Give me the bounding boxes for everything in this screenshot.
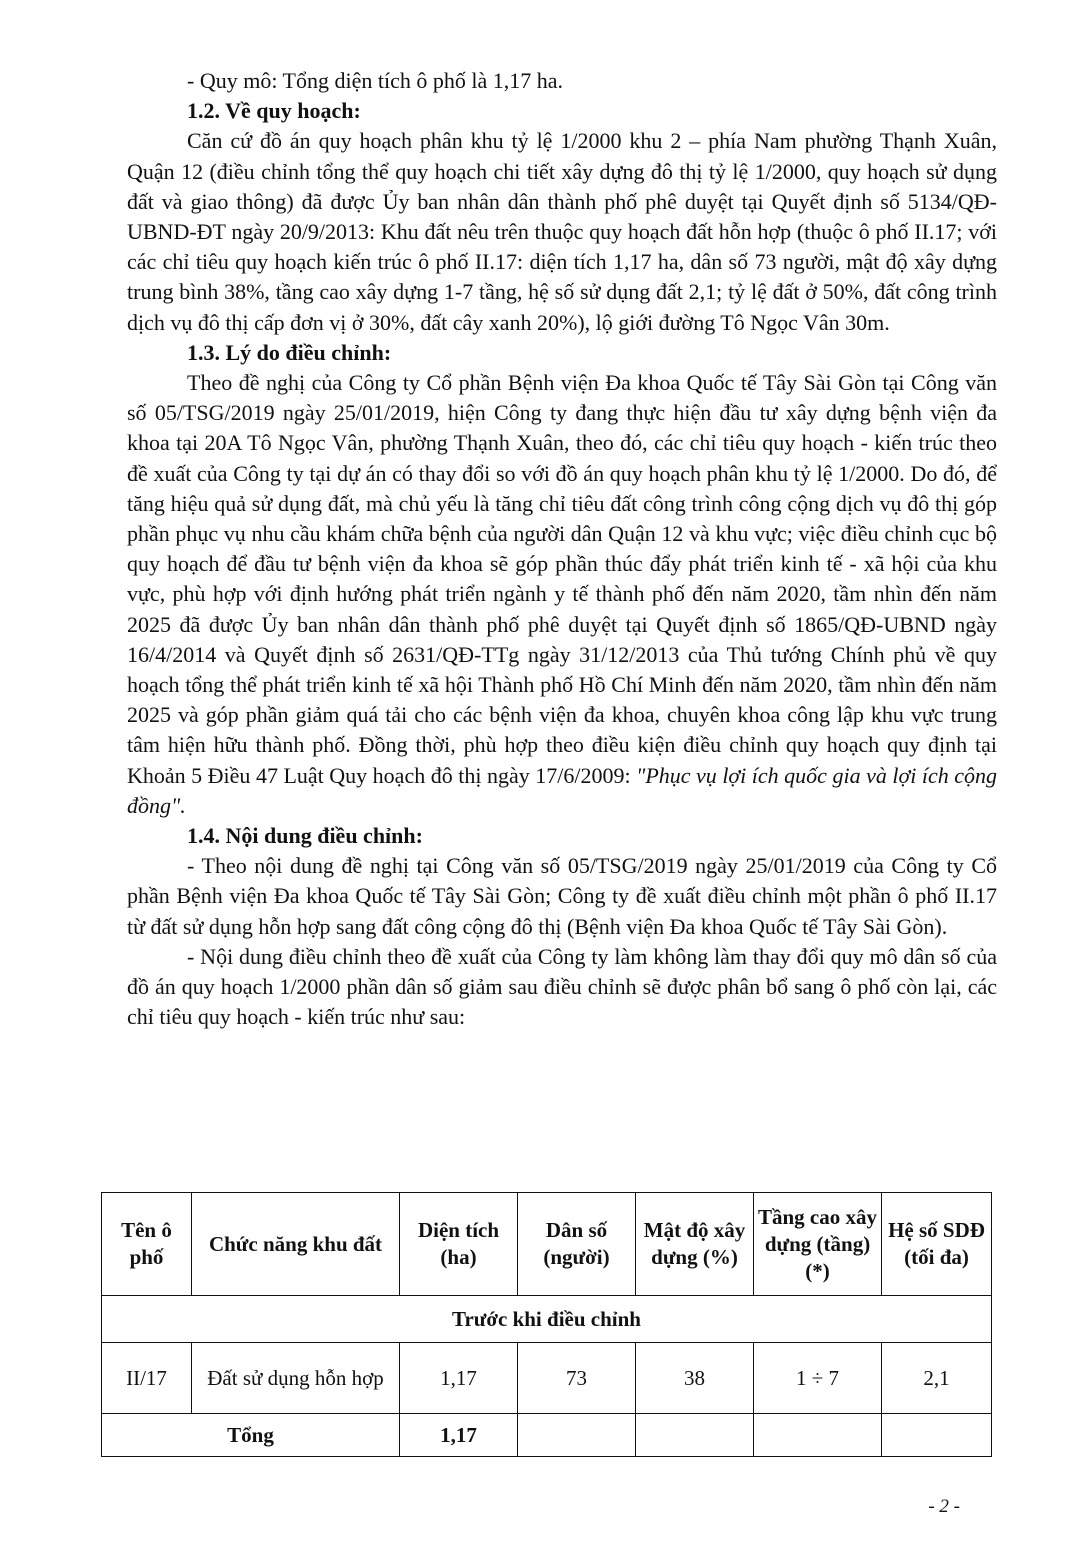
section-title: Trước khi điều chỉnh: [102, 1296, 992, 1343]
body-text: [127, 66, 997, 1033]
paragraph-noi-dung-a: - Theo nội dung đề nghị tại Công văn số 05/TSG/2019 ngày 25/01/2019 của Công ty Cổ phần Bệnh viện Đa khoa Quốc tế Tây Sài Gòn; Công ty đề xuất điều chỉnh một phần ô phố II.17 từ đất sử dụng hỗn hợp sang đất công cộng đô thị (Bệnh viện Đa khoa Quốc tế Tây Sài Gòn).: [127, 853, 997, 939]
heading-1-3: 1.3. Lý do điều chỉnh:: [187, 339, 392, 365]
total-label: Tổng: [102, 1414, 400, 1457]
page-number: - 2 -: [928, 1496, 960, 1517]
header-tang-cao: Tầng cao xây dựng (tầng) (*): [754, 1193, 882, 1296]
header-chuc-nang: Chức năng khu đất: [192, 1193, 400, 1296]
cell-dien-tich: 1,17: [400, 1343, 518, 1414]
total-empty-cell: [882, 1414, 992, 1457]
paragraph-quy-hoach: Căn cứ đồ án quy hoạch phân khu tỷ lệ 1/2000 khu 2 – phía Nam phường Thạnh Xuân, Quận 12 (điều chỉnh tổng thể quy hoạch chi tiết xây dựng đô thị tỷ lệ 1/2000, quy hoạch sử dụng đất và giao thông) đã được Ủy ban nhân dân thành phố phê duyệt tại Quyết định số 5134/QĐ-UBND-ĐT ngày 20/9/2013: Khu đất nêu trên thuộc quy hoạch đất hỗn hợp (thuộc ô phố II.17; với các chỉ tiêu quy hoạch kiến trúc ô phố II.17: diện tích 1,17 ha, dân số 73 người, mật độ xây dựng trung bình 38%, tầng cao xây dựng 1-7 tầng, hệ số sử dụng đất 2,1; tỷ lệ đất ở 50%, đất công trình dịch vụ đô thị cấp đơn vị ở 30%, đất cây xanh 20%), lộ giới đường Tô Ngọc Vân 30m.: [127, 128, 997, 335]
table-header-row: [102, 1193, 992, 1296]
heading-1-2: 1.2. Về quy hoạch:: [187, 98, 361, 124]
table-section-row: [102, 1296, 992, 1343]
paragraph-ly-do-quote: "Phục vụ lợi ích quốc gia và lợi ích cộng đồng".: [127, 762, 997, 818]
header-dan-so: Dân số (người): [518, 1193, 636, 1296]
paragraph-noi-dung-b: - Nội dung điều chỉnh theo đề xuất của Công ty làm không làm thay đổi quy mô dân số của đồ án quy hoạch 1/2000 phần dân số giảm sau điều chỉnh sẽ được phân bổ sang ô phố còn lại, các chỉ tiêu quy hoạch - kiến trúc như sau:: [127, 943, 997, 1030]
total-empty-cell: [636, 1414, 754, 1457]
total-dien-tich: 1,17: [400, 1414, 518, 1457]
paragraph-ly-do-text: Theo đề nghị của Công ty Cổ phần Bệnh viện Đa khoa Quốc tế Tây Sài Gòn tại Công văn số 05/TSG/2019 ngày 25/01/2019, hiện Công ty đang thực hiện đầu tư xây dựng bệnh viện đa khoa tại 20A Tô Ngọc Vân, phường Thạnh Xuân, theo đó, các chỉ tiêu quy hoạch - kiến trúc theo đề xuất của Công ty tại dự án có thay đổi so với đồ án quy hoạch phân khu tỷ lệ 1/2000. Do đó, để tăng hiệu quả sử dụng đất, mà chủ yếu là tăng chỉ tiêu đất công trình công cộng dịch vụ đô thị góp phần phục vụ nhu cầu khám chữa bệnh của người dân Quận 12 và khu vực; việc điều chỉnh cục bộ quy hoạch để đầu tư bệnh viện đa khoa sẽ góp phần thúc đẩy phát triển kinh tế - xã hội của khu vực, phù hợp với định hướng phát triển ngành y tế thành phố đến năm 2020, tầm nhìn đến năm 2025 đã được Ủy ban nhân dân thành phố phê duyệt tại Quyết định số 1865/QĐ-UBND ngày 16/4/2014 và Quyết định số 2631/QĐ-TTg ngày 31/12/2013 của Thủ tướng Chính phủ về quy hoạch tổng thể phát triển kinh tế xã hội Thành phố Hồ Chí Minh đến năm 2020, tầm nhìn đến năm 2025 và góp phần giảm quá tải cho các bệnh viện đa khoa, chuyên khoa công lập khu vực trung tâm hiện hữu thành phố. Đồng thời, phù hợp theo điều kiện điều chỉnh quy hoạch quy định tại Khoản 5 Điều 47 Luật Quy hoạch đô thị ngày 17/6/2009:: [127, 370, 997, 788]
header-ten-o-pho: Tên ô phố: [102, 1193, 192, 1296]
header-dien-tich: Diện tích (ha): [400, 1193, 518, 1296]
table-row: [102, 1343, 992, 1414]
cell-mat-do: 38: [636, 1343, 754, 1414]
total-empty-cell: [754, 1414, 882, 1457]
paragraph-quy-mo: - Quy mô: Tổng diện tích ô phố là 1,17 ha.: [187, 68, 563, 93]
planning-table: [101, 1192, 992, 1457]
table-total-row: [102, 1414, 992, 1457]
cell-he-so: 2,1: [882, 1343, 992, 1414]
cell-dan-so: 73: [518, 1343, 636, 1414]
cell-chuc-nang: Đất sử dụng hỗn hợp: [192, 1343, 400, 1414]
cell-tang-cao: 1 ÷ 7: [754, 1343, 882, 1414]
total-empty-cell: [518, 1414, 636, 1457]
paragraph-ly-do: [127, 368, 997, 821]
header-mat-do: Mật độ xây dựng (%): [636, 1193, 754, 1296]
header-he-so: Hệ số SDĐ (tối đa): [882, 1193, 992, 1296]
heading-1-4: 1.4. Nội dung điều chỉnh:: [187, 823, 423, 849]
cell-ten-o-pho: II/17: [102, 1343, 192, 1414]
